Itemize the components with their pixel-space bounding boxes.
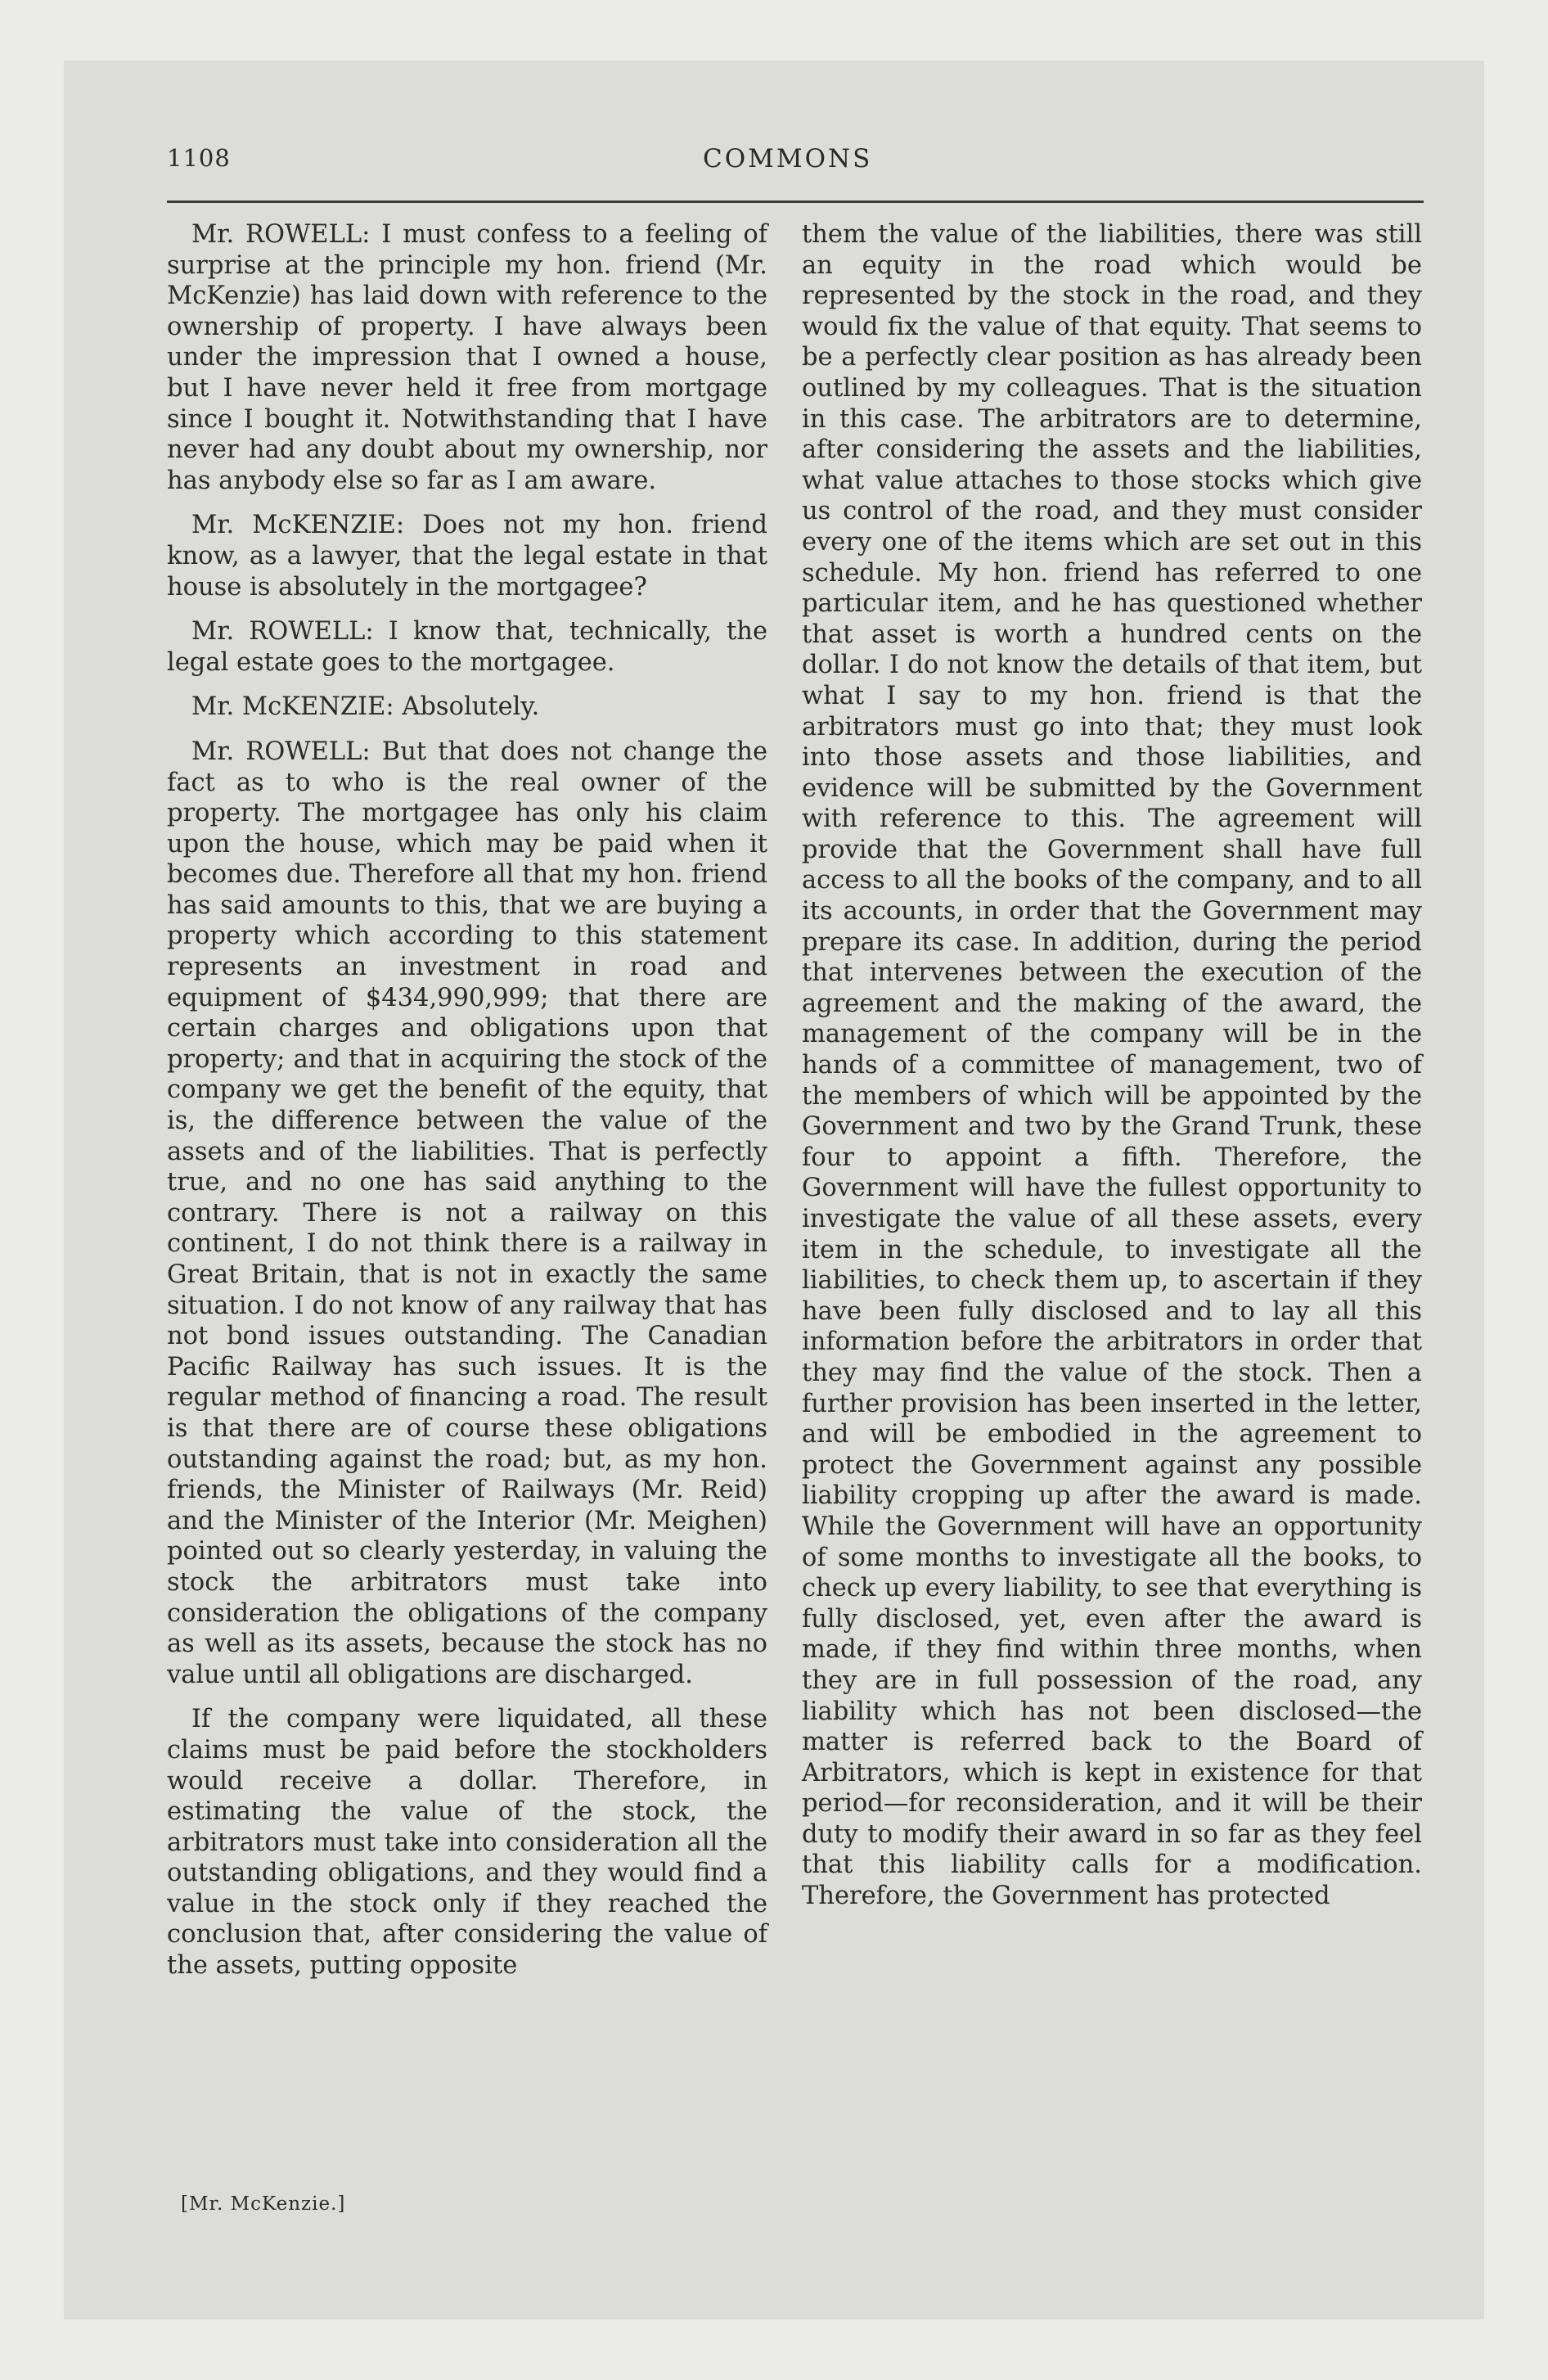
paragraph: Mr. ROWELL: I know that, technically, the legal estate goes to the mortgagee. (167, 617, 767, 677)
paragraph: Mr. McKENZIE: Absolutely. (191, 692, 540, 722)
paragraph: Mr. McKENZIE: Does not my hon. friend know, as a lawyer, that the legal estate in that house is absolutely in the mortgagee? (167, 511, 767, 602)
header-rule (167, 201, 1424, 203)
paragraph: If the company were liquidated, all these claims must be paid before the stockholders would receive a dollar. Therefore, in estimating the value of the stock, the arbitrators must take into consideration all the outstanding obligations, and they would find a value in the stock only if they reached the conclusion that, after considering the value of the assets, putting opposite (167, 1705, 767, 1981)
page-number: 1108 (167, 144, 231, 172)
paragraph: Mr. ROWELL: I must confess to a feeling of surprise at the principle my hon. friend (Mr. McKenzie) has laid down with reference to the ownership of property. I have always been under the impression that I owned a house, but I have never held it free from mortgage since I bought it. Notwithstanding that I have never had any doubt about my ownership, nor has anybody else so far as I am aware. (167, 220, 767, 495)
page-header (167, 141, 1424, 190)
right-column (802, 219, 1422, 1926)
paragraph: them the value of the liabilities, there was still an equity in the road which would be represented by the stock in the road, and they would fix the value of that equity. That seems to be a perfectly clear position as has already been outlined by my colleagues. That is the situation in this case. The arbitrators are to determine, after considering the assets and the liabilities, what value attaches to those stocks which give us control of the road, and they must consider every one of the items which are set out in this schedule. My hon. friend has referred to one particular item, and he has questioned whether that asset is worth a hundred cents on the dollar. I do not know the details of that item, but what I say to my hon. friend is that the arbitrators must go into that; they must look into those assets and those liabilities, and evidence will be submitted by the Government with reference to this. The agreement will provide that the Government shall have full access to all the books of the company, and to all its accounts, in order that the Government may prepare its case. In addition, during the period that intervenes between the execution of the agreement and the making of the award, the management of the company will be in the hands of a committee of management, two of the members of which will be appointed by the Government and two by the Grand Trunk, these four to appoint a fifth. Therefore, the Government will have the fullest opportunity to investigate the value of all these assets, every item in the schedule, to investigate all the liabilities, to check them up, to ascertain if they have been fully disclosed and to lay all this information before the arbitrators in order that they may find the value of the stock. Then a further provision has been inserted in the letter, and will be embodied in the agreement to protect the Government against any possible liability cropping up after the award is made. While the Government will have an opportunity of some months to investigate all the books, to check up every liability, to see that everything is fully disclosed, yet, even after the award is made, if they find within three months, when they are in full possession of the road, any liability which has not been disclosed—the matter is referred back to the Board of Arbitrators, which is kept in existence for that period—for reconsideration, and it will be their duty to modify their award in so far as they feel that this liability calls for a modification. Therefore, the Government has protected (802, 220, 1422, 1911)
speaker-footnote: [Mr. McKenzie.] (181, 2193, 346, 2215)
left-column (167, 219, 767, 1995)
running-head: COMMONS (703, 144, 873, 174)
paragraph: Mr. ROWELL: But that does not change the fact as to who is the real owner of the property. The mortgagee has only his claim upon the house, which may be paid when it becomes due. Therefore all that my hon. friend has said amounts to this, that we are buying a property which according to this statement represents an investment in road and equipment of $434,990,999; that there are certain charges and obligations upon that property; and that in acquiring the stock of the company we get the benefit of the equity, that is, the difference between the value of the assets and of the liabilities. That is perfectly true, and no one has said anything to the contrary. There is not a railway on this continent, I do not think there is a railway in Great Britain, that is not in exactly the same situation. I do not know of any railway that has not bond issues outstanding. The Canadian Pacific Railway has such issues. It is the regular method of financing a road. The result is that there are of course these obligations outstanding against the road; but, as my hon. friends, the Minister of Railways (Mr. Reid) and the Minister of the Interior (Mr. Meighen) pointed out so clearly yesterday, in valuing the stock the arbitrators must take into consideration the obligations of the company as well as its assets, because the stock has no value until all obligations are discharged. (167, 737, 767, 1689)
